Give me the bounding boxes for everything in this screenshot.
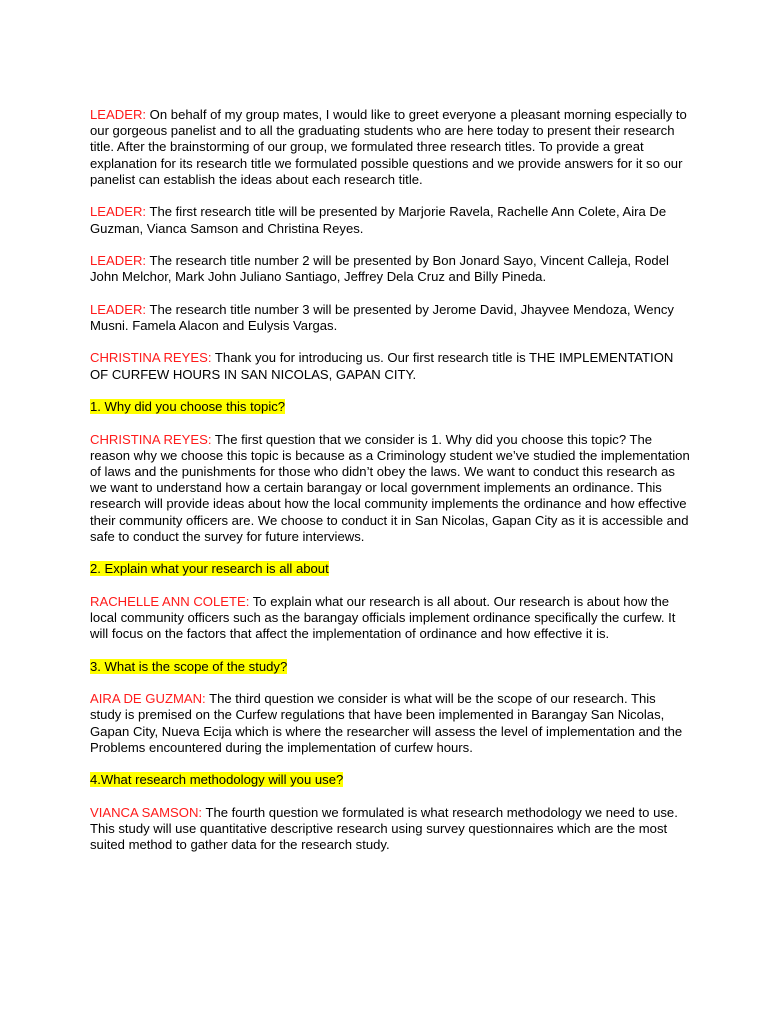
speaker-label: RACHELLE ANN COLETE:	[90, 593, 250, 609]
question-highlight: 4.What research methodology will you use?	[90, 772, 344, 788]
christina-answer-paragraph	[90, 432, 690, 545]
speaker-label: CHRISTINA REYES:	[90, 350, 212, 366]
question-4	[90, 772, 690, 788]
question-highlight: 1. Why did you choose this topic?	[90, 399, 286, 415]
paragraph-text: On behalf of my group mates, I would like to greet everyone a pleasant morning especially to our gorgeous panelist and to all the graduating students who are here today to present their research title. After the brainstorming of our group, we formulated three research titles. To provide a great explanation for its research title we formulated possible questions and we provide answers for it so our panelist can establish the ideas about each research title.	[90, 107, 687, 187]
paragraph-text: The first question that we consider is 1. Why did you choose this topic? The reason why we choose this topic is because as a Criminology student we’ve studied the implementation of laws and the punishments for those who didn’t obey the laws. We want to conduct this research as we want to understand how a certain barangay or local government implements an ordinance. This research will provide ideas about how the local community implements the ordinance and how effective their community officers are. We choose to conduct it in San Nicolas, Gapan City as it is accessible and safe to conduct the survey for future interviews.	[90, 431, 690, 544]
paragraph-text: To explain what our research is all about. Our research is about how the local community officers such as the barangay officials implement ordinance specifically the curfew. It will focus on the factors that affect the implementation of ordinance and how effective it is.	[90, 593, 676, 642]
question-highlight: 3. What is the scope of the study?	[90, 658, 288, 674]
paragraph-text: The first research title will be presented by Marjorie Ravela, Rachelle Ann Colete, Aira De Guzman, Vianca Samson and Christina Reyes.	[90, 204, 667, 236]
speaker-label: CHRISTINA REYES:	[90, 431, 212, 447]
question-3	[90, 659, 690, 675]
rachelle-answer-paragraph	[90, 594, 690, 643]
leader-title2-paragraph	[90, 253, 690, 285]
paragraph-text: The research title number 3 will be presented by Jerome David, Jhayvee Mendoza, Wency Musni. Famela Alacon and Eulysis Vargas.	[90, 301, 674, 333]
speaker-label: LEADER:	[90, 301, 147, 317]
speaker-label: LEADER:	[90, 253, 147, 269]
speaker-label: VIANCA SAMSON:	[90, 804, 203, 820]
question-highlight: 2. Explain what your research is all about	[90, 561, 329, 577]
speaker-label: LEADER:	[90, 204, 147, 220]
document-page	[90, 107, 690, 870]
paragraph-text: The research title number 2 will be presented by Bon Jonard Sayo, Vincent Calleja, Rodel John Melchor, Mark John Juliano Santiago, Jeffrey Dela Cruz and Billy Pineda.	[90, 253, 669, 285]
leader-title3-paragraph	[90, 302, 690, 334]
leader-title1-paragraph	[90, 204, 690, 236]
question-2	[90, 561, 690, 577]
question-1	[90, 399, 690, 415]
speaker-label: LEADER:	[90, 107, 147, 122]
vianca-answer-paragraph	[90, 805, 690, 854]
leader-greeting-paragraph	[90, 107, 690, 188]
speaker-label: AIRA DE GUZMAN:	[90, 691, 206, 707]
christina-intro-paragraph	[90, 350, 690, 382]
aira-answer-paragraph	[90, 691, 690, 756]
paragraph-text: The third question we consider is what will be the scope of our research. This study is premised on the Curfew regulations that have been implemented in Barangay San Nicolas, Gapan City, Nueva Ecija which is where the researcher will assess the level of implementation and the Problems encountered during the implementation of curfew hours.	[90, 691, 683, 755]
paragraph-text: The fourth question we formulated is what research methodology we need to use. This study will use quantitative descriptive research using survey questionnaires which are the most suited method to gather data for the research study.	[90, 804, 678, 853]
paragraph-text: Thank you for introducing us. Our first research title is THE IMPLEMENTATION OF CURFEW HOURS IN SAN NICOLAS, GAPAN CITY.	[90, 350, 674, 382]
